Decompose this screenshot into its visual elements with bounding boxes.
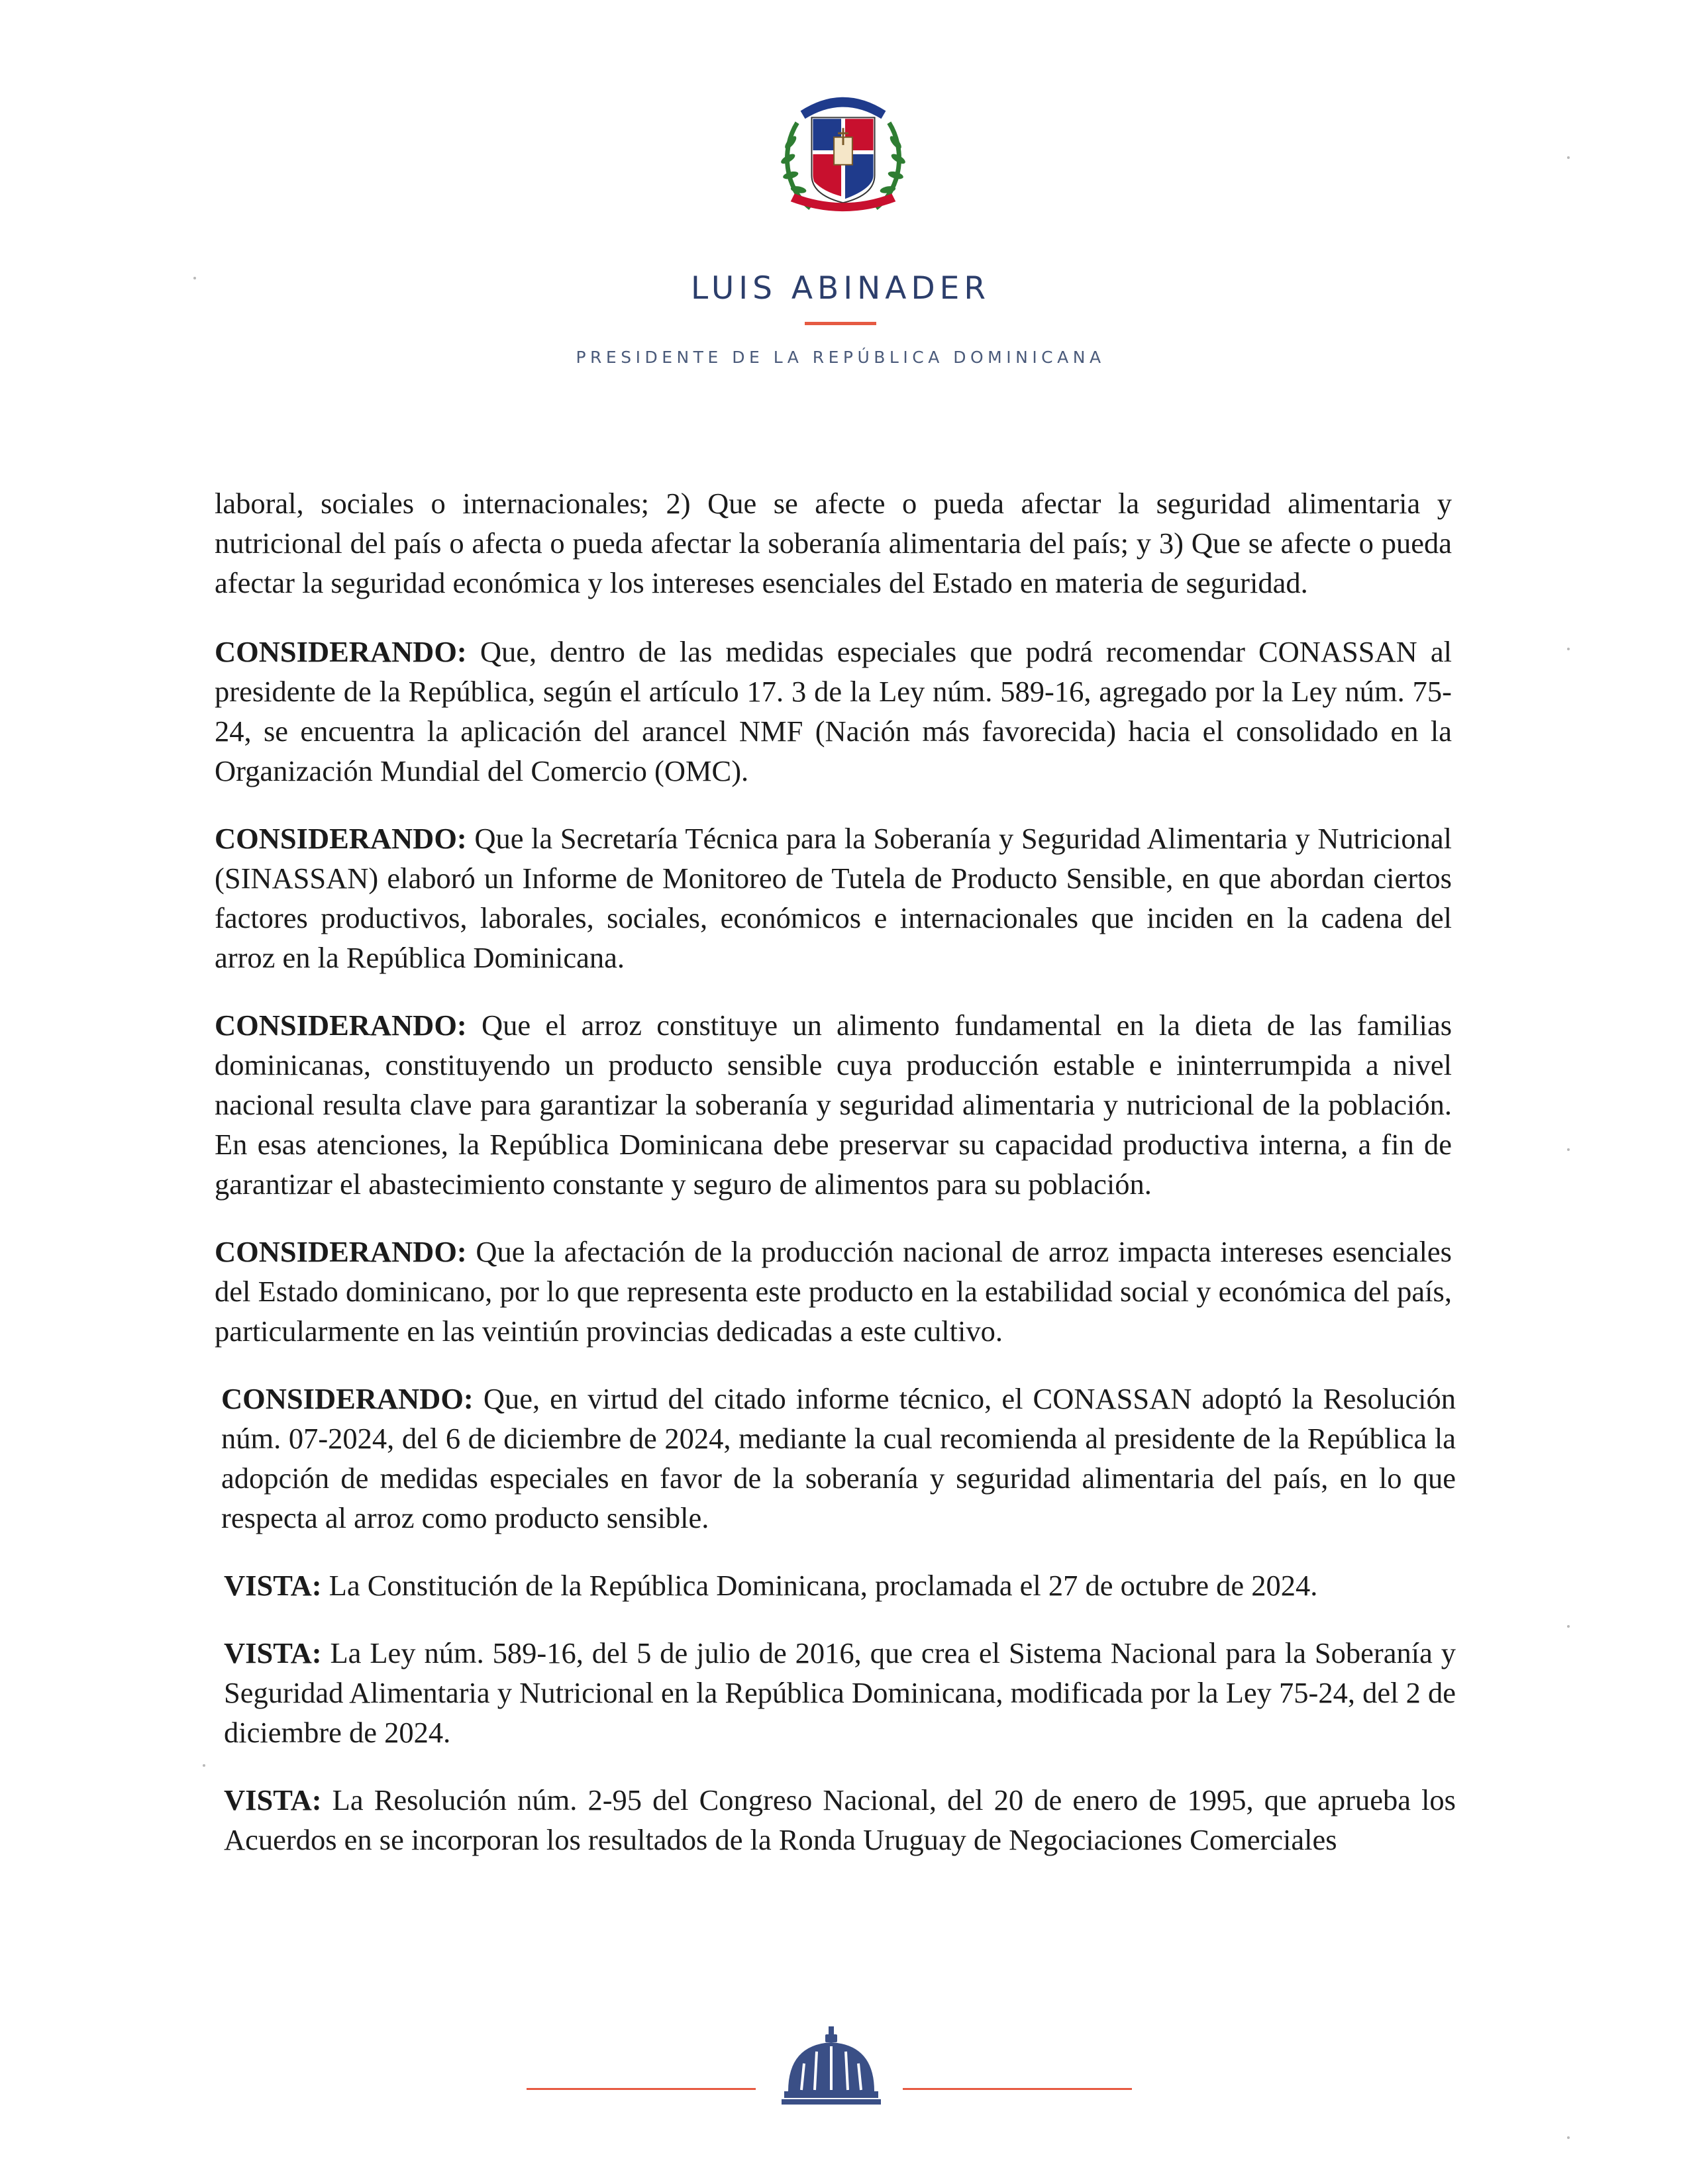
president-title: PRESIDENTE DE LA REPÚBLICA DOMINICANA [576,348,1105,367]
considerando-text: Que la afectación de la producción nacional de arroz impacta intereses esenciales del Estado dominicano, por lo que representa este producto en la estabilidad social y económica del país, particularmente en las veintiún provincias dedicadas a este cultivo. [215,1235,1452,1348]
considerando-label: CONSIDERANDO: [215,822,467,855]
considerando-label: CONSIDERANDO: [215,1009,467,1042]
vista-label: VISTA: [224,1636,322,1669]
name-underline [805,322,876,325]
considerando-label: CONSIDERANDO: [215,635,467,668]
vista-paragraph [224,1780,1456,1860]
considerando-paragraph [215,819,1452,977]
scan-speck [1567,1625,1570,1628]
vista-paragraph [224,1633,1456,1752]
coat-of-arms-icon [771,77,915,221]
footer-rule-right [903,2088,1132,2090]
footer-rule-left [527,2088,756,2090]
scan-speck [203,1764,205,1767]
document-body [215,483,1456,1887]
considerando-text: Que el arroz constituye un alimento fundamental en la dieta de las familias dominicanas, constituyendo un producto sensible cuya producción estable e ininterrumpida a nivel nacional resulta clave para garantizar la soberanía y seguridad alimentaria y nutricional de la población. En esas atenciones, la República Dominicana debe preservar su capacidad productiva interna, a fin de garantizar el abastecimiento constante y seguro de alimentos para su población. [215,1009,1452,1201]
vista-label: VISTA: [224,1569,322,1602]
scan-speck [1567,156,1570,159]
national-palace-dome-icon [782,2025,881,2110]
vista-label: VISTA: [224,1783,322,1816]
considerando-label: CONSIDERANDO: [221,1382,474,1415]
vista-text: La Constitución de la República Dominicana, proclamada el 27 de octubre de 2024. [329,1569,1318,1602]
considerando-label: CONSIDERANDO: [215,1235,467,1268]
scan-speck [1567,1148,1570,1151]
president-name: LUIS ABINADER [691,270,990,307]
considerando-text: Que la Secretaría Técnica para la Soberanía y Seguridad Alimentaria y Nutricional (SINASSAN) elaboró un Informe de Monitoreo de Tutela de Producto Sensible, en que abordan ciertos factores productivos, laborales, sociales, económicos e internacionales que inciden en la cadena del arroz en la República Dominicana. [215,822,1452,974]
scan-speck [1567,648,1570,650]
paragraph-continuation [215,483,1452,603]
considerando-paragraph [215,632,1452,791]
considerando-paragraph [221,1379,1456,1538]
vista-text: La Resolución núm. 2-95 del Congreso Nacional, del 20 de enero de 1995, que aprueba los Acuerdos en se incorporan los resultados de la Ronda Uruguay de Negociaciones Comerciales [224,1783,1456,1856]
paragraph-text: laboral, sociales o internacionales; 2) Que se afecte o pueda afectar la seguridad alimentaria y nutricional del país o afecta o pueda afectar la soberanía alimentaria del país; y 3) Que se afecte o pueda afectar la seguridad económica y los intereses esenciales del Estado en materia de seguridad. [215,487,1452,599]
scan-speck [193,277,196,279]
scan-speck [1567,2136,1570,2139]
considerando-text: Que, en virtud del citado informe técnico, el CONASSAN adoptó la Resolución núm. 07-2024, del 6 de diciembre de 2024, mediante la cual recomienda al presidente de la República la adopción de medidas especiales en favor de la soberanía y seguridad alimentaria del país, en lo que respecta al arroz como producto sensible. [221,1382,1456,1534]
vista-paragraph [224,1565,1456,1605]
vista-text: La Ley núm. 589-16, del 5 de julio de 2016, que crea el Sistema Nacional para la Soberanía y Seguridad Alimentaria y Nutricional en la República Dominicana, modificada por la Ley 75-24, del 2 de diciembre de 2024. [224,1636,1456,1749]
considerando-text: Que, dentro de las medidas especiales que podrá recomendar CONASSAN al presidente de la República, según el artículo 17. 3 de la Ley núm. 589-16, agregado por la Ley núm. 75-24, se encuentra la aplicación del arancel NMF (Nación más favorecida) hacia el consolidado en la Organización Mundial del Comercio (OMC). [215,635,1452,787]
considerando-paragraph [215,1232,1452,1351]
considerando-paragraph [215,1005,1452,1204]
